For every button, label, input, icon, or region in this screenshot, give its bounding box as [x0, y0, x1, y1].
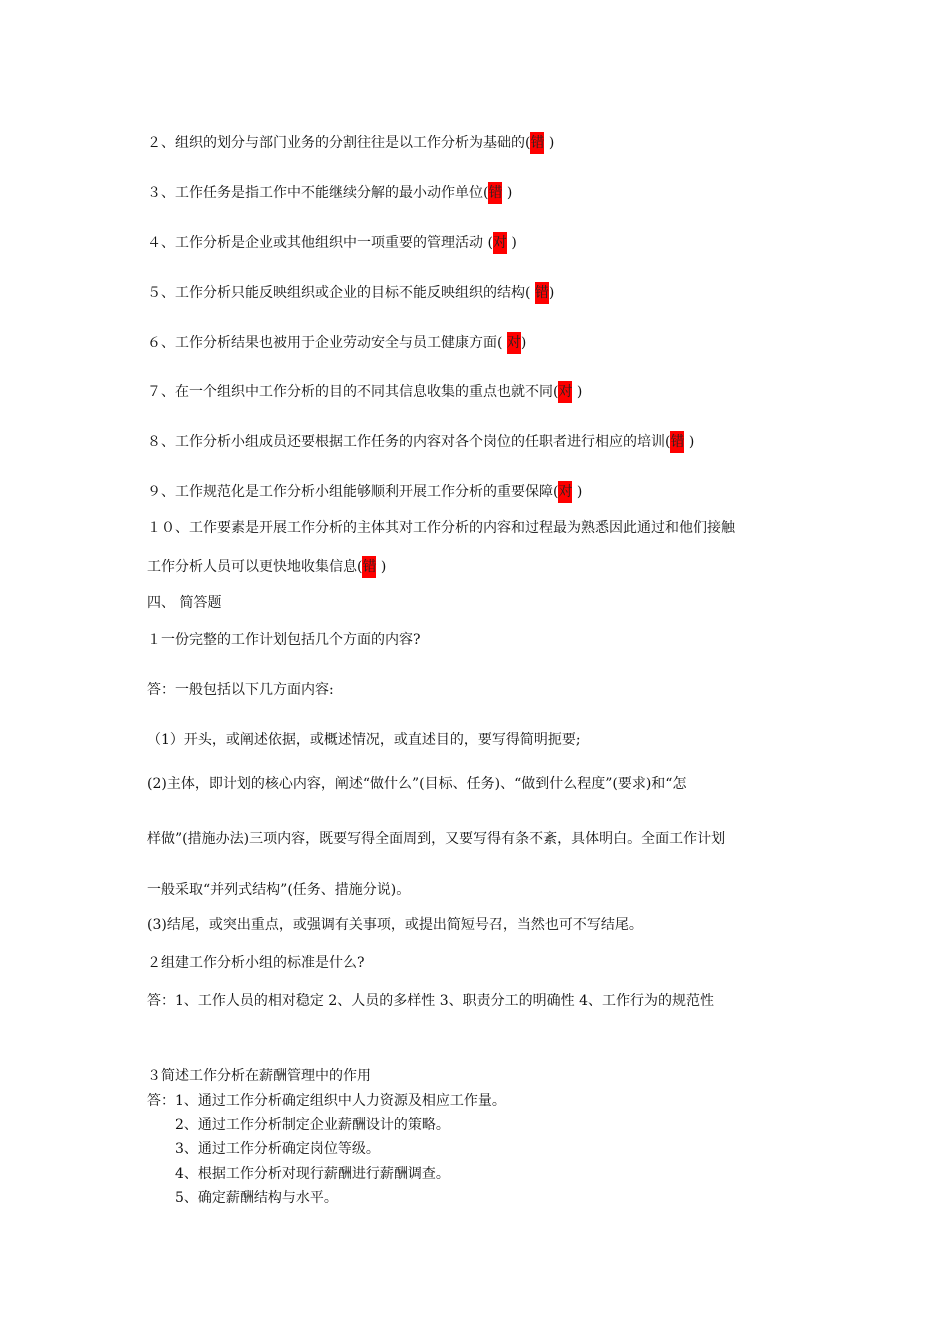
- answer-mark: 错: [530, 132, 544, 154]
- answer-mark: 错: [488, 182, 502, 204]
- answer-mark: 错: [670, 431, 684, 453]
- question-2: ２组建工作分析小组的标准是什么?: [147, 955, 365, 971]
- answer-mark: 对: [507, 332, 521, 354]
- answer-mark: 错: [362, 556, 376, 578]
- tf-close: ): [506, 235, 517, 251]
- tf-item-7: [147, 381, 582, 403]
- tf-question-text: ８、工作分析小组成员还要根据工作任务的内容对各个岗位的任职者进行相应的培训(: [147, 434, 671, 450]
- question-3: ３简述工作分析在薪酬管理中的作用: [147, 1068, 371, 1084]
- tf-close: ): [520, 335, 527, 351]
- tf-question-text: ４、工作分析是企业或其他组织中一项重要的管理活动 (: [147, 235, 493, 251]
- tf-item-8: [147, 431, 694, 453]
- tf-item-2: [147, 132, 554, 154]
- answer-3-item: 5、确定薪酬结构与水平。: [175, 1190, 338, 1206]
- tf-close: ): [572, 484, 583, 500]
- answer-mark: 错: [535, 282, 549, 304]
- answer-2: 答：1、工作人员的相对稳定 2、人员的多样性 3、职责分工的明确性 4、工作行为的规范性: [147, 993, 714, 1009]
- question-1: １一份完整的工作计划包括几个方面的内容?: [147, 632, 421, 648]
- answer-1-point-2c: 一般采取“并列式结构”(任务、措施分说)。: [147, 882, 411, 898]
- tf-item-9: [147, 481, 582, 503]
- tf-item-5: [147, 282, 554, 304]
- answer-1-point-2a: (2)主体，即计划的核心内容，阐述“做什么”(目标、任务)、“做到什么程度”(要求)和“怎: [147, 776, 687, 792]
- tf-close: ): [376, 559, 387, 575]
- tf-item-10-line1: １０、工作要素是开展工作分析的主体其对工作分析的内容和过程最为熟悉因此通过和他们接触: [147, 520, 735, 536]
- tf-question-text: ５、工作分析只能反映组织或企业的目标不能反映组织的结构(: [147, 285, 535, 301]
- answer-3-item: 2、通过工作分析制定企业薪酬设计的策略。: [175, 1117, 450, 1133]
- tf-question-text: ９、工作规范化是工作分析小组能够顺利开展工作分析的重要保障(: [147, 484, 559, 500]
- tf-item-10-line2: [147, 556, 386, 578]
- tf-question-text: ６、工作分析结果也被用于企业劳动安全与员工健康方面(: [147, 335, 507, 351]
- tf-item-4: [147, 232, 517, 254]
- section-heading: 四、 简答题: [147, 595, 222, 611]
- tf-close: ): [684, 434, 695, 450]
- answer-3-item: 答：1、通过工作分析确定组织中人力资源及相应工作量。: [147, 1093, 506, 1109]
- tf-question-text: ２、组织的划分与部门业务的分割往往是以工作分析为基础的(: [147, 135, 531, 151]
- tf-item-3: [147, 182, 512, 204]
- answer-mark: 对: [493, 232, 507, 254]
- tf-question-text: ３、工作任务是指工作中不能继续分解的最小动作单位(: [147, 185, 489, 201]
- tf-question-text: ７、在一个组织中工作分析的目的不同其信息收集的重点也就不同(: [147, 384, 559, 400]
- tf-close: ): [572, 384, 583, 400]
- answer-1-point-1: （1）开头，或阐述依据，或概述情况，或直述目的，要写得简明扼要;: [147, 732, 581, 748]
- tf-close: ): [502, 185, 513, 201]
- answer-1-point-3: (3)结尾，或突出重点，或强调有关事项，或提出简短号召，当然也可不写结尾。: [147, 917, 643, 933]
- answer-1-point-2b: 样做”(措施办法)三项内容，既要写得全面周到，又要写得有条不紊，具体明白。全面工作计划: [147, 831, 726, 847]
- tf-close: ): [548, 285, 555, 301]
- tf-item-6: [147, 332, 526, 354]
- answer-3-item: 4、根据工作分析对现行薪酬进行薪酬调查。: [175, 1166, 450, 1182]
- answer-mark: 对: [558, 481, 572, 503]
- answer-mark: 对: [558, 381, 572, 403]
- answer-1-intro: 答：一般包括以下几方面内容:: [147, 682, 334, 698]
- tf-close: ): [544, 135, 555, 151]
- answer-3-item: 3、通过工作分析确定岗位等级。: [175, 1141, 380, 1157]
- tf-question-text: 工作分析人员可以更快地收集信息(: [147, 559, 363, 575]
